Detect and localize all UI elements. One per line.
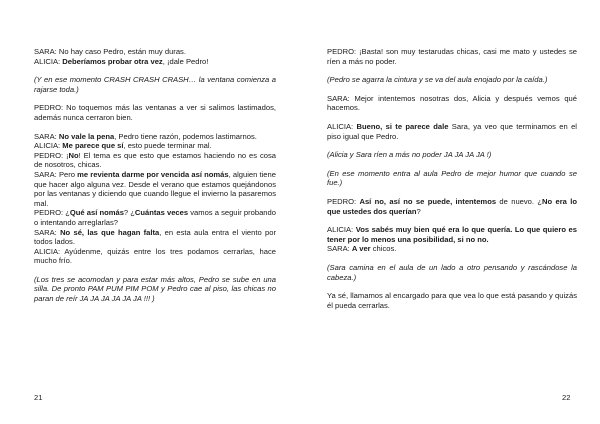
text-run: , alguien tiene que hacer algo alguna vez. Desde el verano que estamos quejándonos por las ventanas y diciendo que cuando llegue el invierno la pasaremos mal. [34,169,276,208]
text-run: (Pedro se agarra la cintura y se va del aula enojado por la caída.) [327,75,548,85]
dialogue-line [34,47,276,57]
stage-direction [327,169,577,188]
text-run: SARA: [34,227,61,237]
stage-direction [327,75,577,85]
dialogue-line [327,122,577,141]
stage-direction [34,75,276,94]
dialogue-line [34,132,276,142]
text-run: chicos. [370,244,397,254]
text-run: , ¡dale Pedro! [162,56,209,66]
emphasized-text: Cuántas veces [134,208,189,218]
text-run: SARA: Mejor intentemos nosotras dos, Alicia y después vemos qué hacemos. [327,93,577,113]
text-run: ALICIA: Ayúdenme, quizás entre los tres podamos cerrarlas, hace mucho frío. [34,246,276,266]
emphasized-text: No [68,150,79,160]
text-run: , en esta aula entra el viento por todos lados. [34,227,276,247]
text-run: (En ese momento entra al aula Pedro de mejor humor que cuando se fue.) [327,168,577,188]
emphasized-text: Deberíamos probar otra vez [62,56,163,66]
dialogue-line [327,94,577,113]
text-run: de nuevo. ¿ [496,196,543,206]
dialogue-line [34,103,276,122]
text-run: PEDRO: No toquemos más las ventanas a ver si salimos lastimados, además nunca cerraron bien. [34,103,276,122]
dialogue-line [327,47,577,66]
text-run: ALICIA: [34,141,63,151]
text-run: SARA: Pero [34,169,78,179]
dialogue-line [327,291,577,310]
text-run: vamos a seguir probando o intentando arreglarlas? [34,208,276,227]
stage-direction [34,275,276,304]
text-run: ! El tema es que esto que estamos haciendo no es cosa de nosotros, chicas. [34,150,276,170]
text-run: SARA: [327,244,352,254]
text-run: Ya sé, llamamos al encargado para que vea lo que está pasando y quizás él pueda cerrarlas. [327,291,577,310]
dialogue-line [34,141,276,151]
page-number-right: 22 [562,393,571,402]
emphasized-text: Así no, así no se puede, intentemos [359,196,497,206]
emphasized-text: Bueno, si te parece dale [356,121,449,131]
text-run: Sara, ya veo que terminamos en el piso igual que Pedro. [327,121,577,141]
dialogue-line [34,228,276,247]
emphasized-text: No era lo que ustedes dos querían [327,196,577,216]
text-run: PEDRO: ¿ [34,208,70,218]
text-run: ALICIA: [327,225,356,235]
text-run: PEDRO: ¡ [34,150,69,160]
text-run: PEDRO: [327,196,360,206]
text-run: , esto puede terminar mal. [123,141,212,151]
text-run: (Sara camina en el aula de un lado a otro pensando y rascándose la cabeza.) [327,262,577,282]
emphasized-text: Vos sabés muy bien qué era lo que quería. Lo que quiero es tener por lo menos una posibilidad, si no no. [327,225,577,244]
text-run: ? [416,206,421,216]
text-run: ALICIA: [34,56,63,66]
dialogue-line [34,247,276,266]
stage-direction [327,150,577,160]
emphasized-text: No vale la pena [58,131,115,141]
dialogue-line [34,208,276,227]
dialogue-line [34,170,276,208]
text-run: SARA: [34,131,59,141]
right-page-text [327,47,577,310]
emphasized-text: No sé, las que hagan falta [60,227,160,237]
emphasized-text: Qué así nomás [69,208,124,218]
text-run: , Pedro tiene razón, podemos lastimarnos. [114,131,257,141]
text-run: ? ¿ [123,208,135,218]
dialogue-line [327,197,577,216]
left-page-text [34,47,276,304]
text-run: (Y en ese momento CRASH CRASH CRASH… la ventana comienza a rajarse toda.) [34,75,276,94]
page-number-left: 21 [34,393,43,402]
stage-direction [327,263,577,282]
dialogue-line [34,57,276,67]
emphasized-text: Me parece que sí [62,141,124,151]
text-run: (Los tres se acomodan y para estar más altos, Pedro se sube en una silla. De pronto PAM PUM PIM POM y Pedro cae al piso, las chicas no paran de reír JA JA JA JA JA JA !!! ) [34,274,276,304]
emphasized-text: A ver [351,244,371,254]
emphasized-text: me revienta darme por vencida así nomás [77,169,229,179]
dialogue-line [327,244,577,254]
text-run: SARA: No hay caso Pedro, están muy duras. [34,47,186,56]
text-run: PEDRO: ¡Basta! son muy testarudas chicas, casi me mato y ustedes se ríen a más no poder. [327,47,577,66]
dialogue-line [327,225,577,244]
text-run: ALICIA: [327,121,357,131]
dialogue-line [34,151,276,170]
text-run: (Alicia y Sara ríen a más no poder JA JA JA JA !) [327,150,492,160]
right-page [300,0,600,424]
